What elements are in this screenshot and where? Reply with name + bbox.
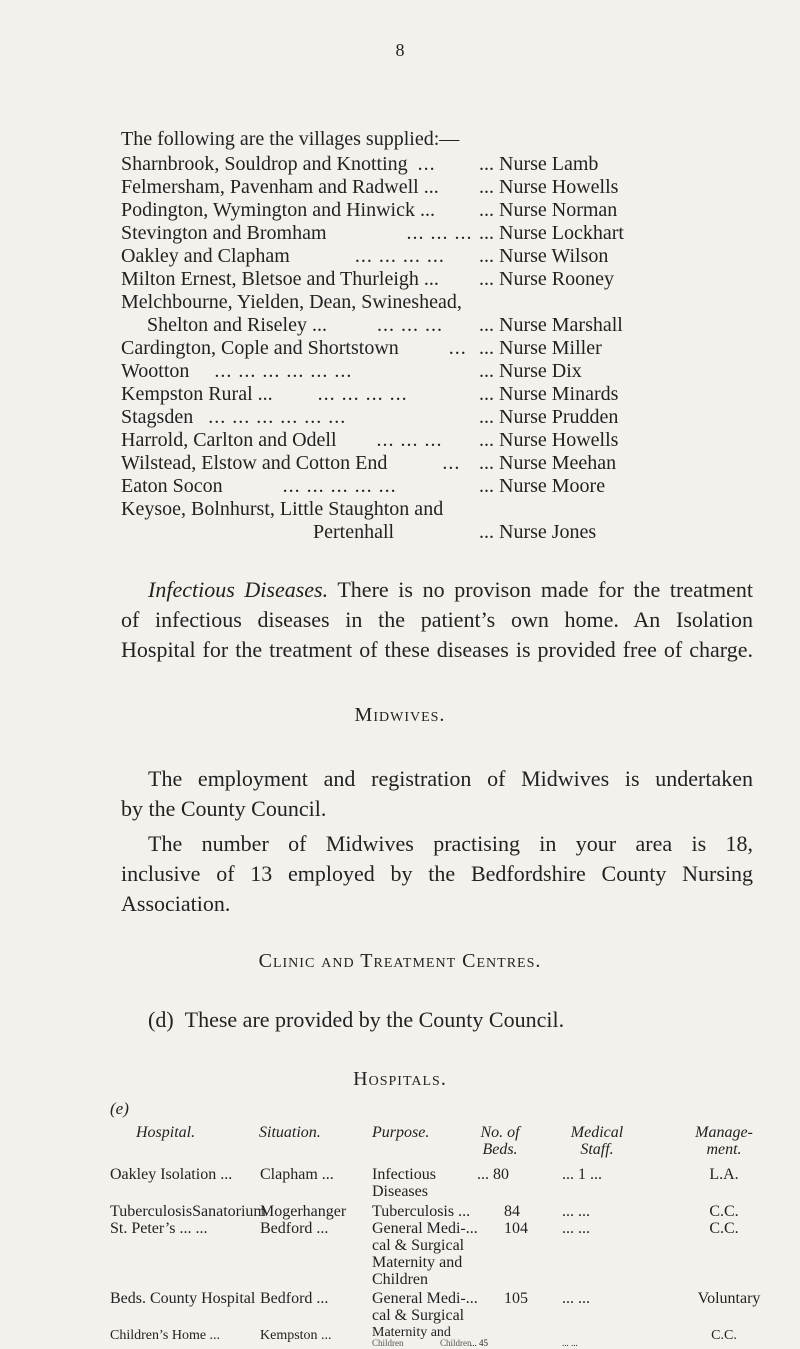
village-row	[121, 268, 439, 291]
cell-management: Voluntary	[697, 1290, 761, 1307]
village-names: Oakley and Clapham	[121, 245, 290, 267]
village-names: Pertenhall	[313, 521, 395, 543]
village-nurse: ... Nurse Rooney	[479, 268, 614, 290]
cell-staff: ... ...	[562, 1338, 578, 1348]
cell-hospital: Children’s Home ...	[110, 1328, 221, 1343]
cell-staff: ... ...	[562, 1203, 590, 1220]
header-beds-1: No. of	[480, 1124, 520, 1141]
cell-situation: Bedford ...	[260, 1290, 329, 1307]
cell-situation: Kempston ...	[260, 1328, 332, 1343]
village-row	[121, 176, 439, 199]
midwives-p1-line-1: The employment and registration of Midwives is undertaken	[148, 766, 753, 791]
village-row	[121, 475, 397, 498]
midwives-heading: Midwives.	[354, 704, 446, 726]
village-names: Cardington, Cople and Shortstown	[121, 337, 399, 359]
leader-dots: ... ... ...	[376, 429, 443, 451]
village-row	[121, 245, 445, 268]
village-nurse: ... Nurse Moore	[479, 475, 606, 497]
cell-hospital: Oakley Isolation ...	[110, 1166, 233, 1183]
leader-dots: ... ... ...	[376, 314, 443, 336]
leader-dots: ...	[417, 153, 436, 175]
header-management-1: Manage-	[695, 1124, 753, 1141]
header-purpose: Purpose.	[372, 1124, 430, 1141]
village-row	[147, 314, 443, 337]
village-names: Eaton Socon	[121, 475, 223, 497]
header-management-2: ment.	[706, 1141, 742, 1158]
village-names: Harrold, Carlton and Odell	[121, 429, 337, 451]
village-row	[121, 360, 352, 383]
cell-purpose: General Medi-...	[372, 1220, 478, 1237]
leader-dots: ... ... ... ... ...	[282, 475, 397, 497]
village-nurse: ... Nurse Wilson	[479, 245, 609, 267]
village-nurse: ... Nurse Meehan	[479, 452, 617, 474]
village-row	[121, 291, 462, 314]
village-names: Felmersham, Pavenham and Radwell ...	[121, 176, 439, 198]
header-staff-2: Staff.	[580, 1141, 614, 1158]
cell-staff: ... 1 ...	[562, 1166, 602, 1183]
cell-staff: ... ...	[562, 1290, 590, 1307]
infectious-line-2: of infectious diseases in the patient’s own home. An Isolation	[121, 607, 753, 632]
leader-dots: ... ... ... ... ... ...	[214, 360, 353, 382]
cell-purpose: Maternity and	[372, 1254, 463, 1271]
village-row	[313, 521, 394, 544]
village-row	[121, 337, 467, 360]
cell-situation: Mogerhanger	[260, 1203, 347, 1220]
village-nurse: ... Nurse Dix	[479, 360, 582, 382]
header-hospital: Hospital.	[136, 1124, 196, 1141]
village-row	[121, 429, 443, 452]
village-names: Shelton and Riseley ...	[147, 314, 327, 336]
infectious-text: There is no provison made for the treatment	[337, 577, 754, 602]
village-nurse: ... Nurse Jones	[479, 521, 597, 543]
cell-situation: Clapham ...	[260, 1166, 334, 1183]
leader-dots: ... ... ... ...	[317, 383, 408, 405]
cell-purpose: Children	[440, 1338, 472, 1348]
cell-situation: Bedford ...	[260, 1220, 329, 1237]
village-nurse: ... Nurse Howells	[479, 429, 619, 451]
village-names: Milton Ernest, Bletsoe and Thurleigh ...	[121, 268, 439, 290]
village-names: Stagsden	[121, 406, 194, 428]
village-row	[121, 498, 443, 521]
village-row	[121, 383, 408, 406]
leader-dots: ... ... ...	[406, 222, 473, 244]
cell-hospital: St. Peter’s ... ...	[110, 1220, 208, 1237]
village-nurse: ... Nurse Minards	[479, 383, 619, 405]
cell-purpose: cal & Surgical	[372, 1237, 465, 1254]
village-names: Wootton	[121, 360, 190, 382]
village-names: Keysoe, Bolnhurst, Little Staughton and	[121, 498, 444, 520]
infectious-heading: Infectious Diseases.	[148, 577, 329, 602]
cell-beds: ... 80	[477, 1166, 509, 1183]
village-nurse: ... Nurse Lamb	[479, 153, 599, 175]
village-nurse: ... Nurse Norman	[479, 199, 618, 221]
cell-beds: 104	[504, 1220, 528, 1237]
clinic-label: (d)	[148, 1007, 174, 1032]
header-situation: Situation.	[259, 1124, 321, 1141]
cell-beds: 84	[504, 1203, 520, 1220]
cell-purpose: Maternity and	[372, 1325, 451, 1340]
midwives-p2-line-3: Association.	[121, 891, 231, 916]
cell-beds: ... 45	[470, 1338, 488, 1348]
cell-beds: 105	[504, 1290, 528, 1307]
infectious-line-3: Hospital for the treatment of these diseases is provided free of charge.	[121, 637, 753, 662]
village-row	[121, 222, 473, 245]
cell-management: C.C.	[711, 1328, 737, 1343]
hospitals-label: (e)	[110, 1099, 129, 1118]
cell-management: L.A.	[709, 1166, 739, 1183]
cell-purpose: Children	[372, 1338, 404, 1348]
leader-dots: ... ... ... ... ... ...	[208, 406, 347, 428]
cell-purpose: Infectious	[372, 1166, 436, 1183]
village-row	[121, 406, 346, 429]
village-names: Stevington and Bromham	[121, 222, 327, 244]
cell-management: C.C.	[709, 1203, 739, 1220]
leader-dots: ... ... ... ...	[354, 245, 445, 267]
infectious-line-1	[148, 575, 753, 605]
cell-purpose: Children	[372, 1271, 428, 1288]
cell-purpose: Tuberculosis ...	[372, 1203, 471, 1220]
midwives-p2-line-2: inclusive of 13 employed by the Bedfordshire County Nursing	[121, 861, 753, 886]
village-names: Sharnbrook, Souldrop and Knotting	[121, 153, 408, 175]
village-names: Melchbourne, Yielden, Dean, Swineshead,	[121, 291, 462, 313]
cell-management: C.C.	[709, 1220, 739, 1237]
cell-hospital: Beds. County Hospital	[110, 1290, 256, 1307]
village-nurse: ... Nurse Prudden	[479, 406, 619, 428]
leader-dots: ...	[448, 337, 467, 359]
header-beds-2: Beds.	[482, 1141, 518, 1158]
cell-staff: ... ...	[562, 1220, 590, 1237]
leader-dots: ...	[442, 452, 461, 474]
clinic-heading: Clinic and Treatment Centres.	[258, 950, 542, 972]
cell-hospital: TuberculosisSanatorium	[110, 1203, 266, 1220]
cell-purpose: General Medi-...	[372, 1290, 478, 1307]
cell-purpose: cal & Surgical	[372, 1307, 465, 1324]
village-row	[121, 199, 435, 222]
village-row	[121, 452, 460, 475]
village-row	[121, 153, 436, 176]
clinic-text: These are provided by the County Council.	[184, 1007, 565, 1032]
village-nurse: ... Nurse Howells	[479, 176, 619, 198]
header-staff-1: Medical	[570, 1124, 624, 1141]
village-nurse: ... Nurse Miller	[479, 337, 602, 359]
cell-purpose: Diseases	[372, 1183, 428, 1200]
villages-intro: The following are the villages supplied:—	[121, 128, 460, 150]
village-names: Podington, Wymington and Hinwick ...	[121, 199, 435, 221]
clinic-line	[148, 1005, 780, 1035]
village-names: Kempston Rural ...	[121, 383, 273, 405]
village-nurse: ... Nurse Marshall	[479, 314, 623, 336]
midwives-p2-line-1: The number of Midwives practising in your area is 18,	[148, 831, 753, 856]
page-number: 8	[395, 40, 405, 60]
hospitals-heading: Hospitals.	[353, 1068, 447, 1090]
village-names: Wilstead, Elstow and Cotton End	[121, 452, 388, 474]
village-nurse: ... Nurse Lockhart	[479, 222, 624, 244]
midwives-p1-line-2: by the County Council.	[121, 796, 327, 821]
